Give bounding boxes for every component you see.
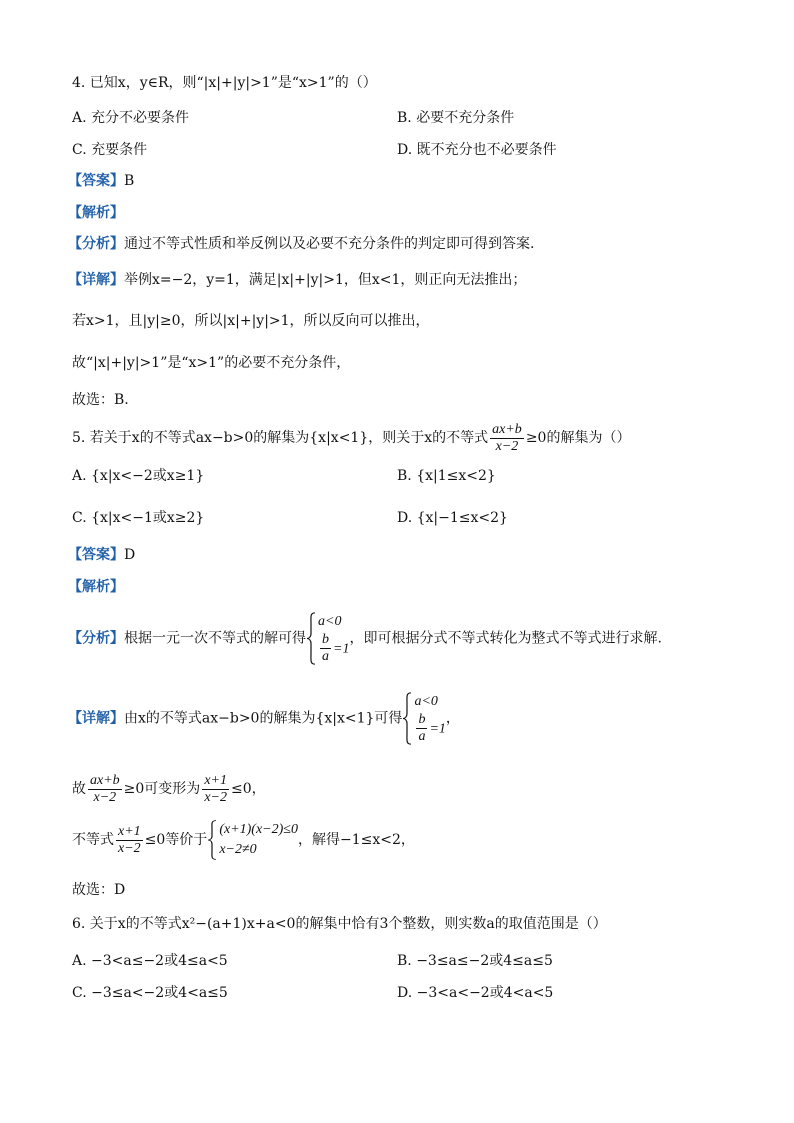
- q4-xiangjie-3: 故“|x|+|y|>1”是“x>1”的必要不充分条件，: [72, 355, 351, 371]
- system-row-2: [318, 632, 349, 665]
- q5-option-a: A. {x|x<−2或x≥1}: [72, 468, 205, 484]
- answer-value: D: [124, 547, 136, 563]
- fraction-denominator: x−2: [204, 789, 227, 805]
- q5-analysis-tag: [68, 577, 124, 597]
- fraction-numerator: x+1: [204, 772, 227, 788]
- q5-stem-text-a: 5. 若关于x的不等式ax−b>0的解集为{x|x<1}，则关于x的不等式: [72, 430, 489, 446]
- fenxi-tag: 【分析】: [68, 630, 124, 647]
- fraction-numerator: b: [418, 712, 426, 727]
- q4-xiangjie-2: 若x>1，且|y|≥0，所以|x|+|y|>1，所以反向可以推出，: [72, 313, 430, 329]
- q5-xiangjie-2: [72, 772, 266, 806]
- q4-option-c: C. 充要条件: [72, 142, 148, 158]
- fraction-denominator: x−2: [495, 438, 519, 454]
- system-row-2: [414, 712, 445, 745]
- q4-choice: 故选：B.: [72, 392, 129, 408]
- xiangjie-2-fraction-1: [88, 773, 122, 806]
- answer-tag: 【答案】: [68, 173, 124, 189]
- q5-fenxi: [68, 612, 662, 665]
- q4-option-b: B. 必要不充分条件: [397, 110, 515, 126]
- fenxi-tag: 【分析】: [68, 236, 124, 252]
- q4-answer: [68, 171, 134, 191]
- system-row-1: a<0: [414, 694, 438, 709]
- xiangjie-2-fraction-2: [202, 773, 229, 806]
- analysis-tag: 【解析】: [68, 205, 124, 221]
- q5-option-b: B. {x|1≤x<2}: [397, 468, 496, 484]
- fenxi-text: 通过不等式性质和举反例以及必要不充分条件的判定即可得到答案.: [124, 236, 535, 252]
- answer-value: B: [124, 173, 135, 189]
- xiangjie-3-text-c: ，解得−1≤x<2，: [297, 832, 415, 848]
- fraction-numerator: ax+b: [90, 772, 120, 788]
- system-row-2-tail: =1: [429, 721, 446, 737]
- system-fraction: [416, 712, 427, 745]
- q6-option-a: A. −3<a≤−2或4≤a<5: [72, 953, 228, 969]
- fraction-numerator: b: [322, 632, 329, 647]
- system-row-2: x−2≠0: [219, 842, 257, 857]
- q5-xiangjie-1: [68, 692, 460, 745]
- q4-stem: 4. 已知x，y∈R，则“|x|+|y|>1”是“x>1”的（）: [72, 75, 377, 91]
- xiangjie-2-text-c: ≤0，: [230, 781, 266, 797]
- q6-option-b: B. −3≤a≤−2或4≤a≤5: [397, 953, 553, 969]
- fraction-denominator: x−2: [118, 840, 141, 856]
- fraction-denominator: a: [322, 649, 329, 664]
- q5-option-d: D. {x|−1≤x<2}: [397, 510, 508, 526]
- xiangjie-text-a: 由x的不等式ax−b>0的解集为{x|x<1}可得: [124, 710, 403, 727]
- fraction-numerator: ax+b: [492, 421, 522, 437]
- xiangjie-text-b: ，: [445, 710, 460, 727]
- fraction-denominator: x−2: [93, 789, 117, 805]
- q6-option-d: D. −3<a<−2或4<a<5: [397, 985, 554, 1001]
- brace-icon: [306, 612, 316, 665]
- analysis-tag: 【解析】: [68, 579, 124, 595]
- xiangjie-2-text-b: ≥0可变形为: [123, 781, 201, 797]
- q5-stem: [72, 421, 630, 455]
- q5-stem-text-b: ≥0的解集为（）: [525, 430, 631, 446]
- system-row-1: (x+1)(x−2)≤0: [219, 822, 298, 837]
- q5-choice: 故选：D: [72, 882, 126, 898]
- q6-option-c: C. −3≤a<−2或4<a≤5: [72, 985, 228, 1001]
- system-row-2-tail: =1: [333, 641, 350, 657]
- fenxi-text-b: ，即可根据分式不等式转化为整式不等式进行求解.: [349, 630, 662, 647]
- system-row-1: a<0: [318, 614, 342, 629]
- xiangjie-3-fraction: [116, 824, 143, 857]
- q5-answer: [68, 545, 135, 565]
- answer-tag: 【答案】: [68, 547, 124, 563]
- q5-stem-fraction: [490, 422, 524, 455]
- xiangjie-tag: 【详解】: [68, 710, 124, 727]
- xiangjie-text: 举例x=−2，y=1，满足|x|+|y|>1，但x<1，则正向无法推出；: [124, 272, 527, 288]
- equation-system-3: [207, 820, 298, 860]
- fraction-denominator: a: [418, 729, 426, 744]
- q5-xiangjie-3: [72, 820, 415, 860]
- brace-icon: [402, 692, 412, 745]
- xiangjie-3-text-a: 不等式: [72, 832, 114, 848]
- system-fraction: [320, 632, 331, 665]
- brace-icon: [207, 820, 217, 860]
- q5-option-c: C. {x|x<−1或x≥2}: [72, 510, 205, 526]
- xiangjie-2-text-a: 故: [72, 781, 86, 797]
- xiangjie-tag: 【详解】: [68, 272, 124, 288]
- q6-stem: 6. 关于x的不等式x²−(a+1)x+a<0的解集中恰有3个整数，则实数a的取值范围是（）: [72, 916, 607, 932]
- fraction-numerator: x+1: [118, 823, 141, 839]
- q4-fenxi: [68, 234, 534, 254]
- xiangjie-3-text-b: ≤0等价于: [144, 832, 208, 848]
- q4-xiangjie-1: [68, 270, 526, 290]
- equation-system-1: [306, 612, 349, 665]
- q4-analysis-tag: [68, 203, 124, 223]
- q4-option-a: A. 充分不必要条件: [72, 110, 190, 126]
- equation-system-2: [402, 692, 445, 745]
- fenxi-text-a: 根据一元一次不等式的解可得: [124, 630, 306, 647]
- q4-option-d: D. 既不充分也不必要条件: [397, 142, 557, 158]
